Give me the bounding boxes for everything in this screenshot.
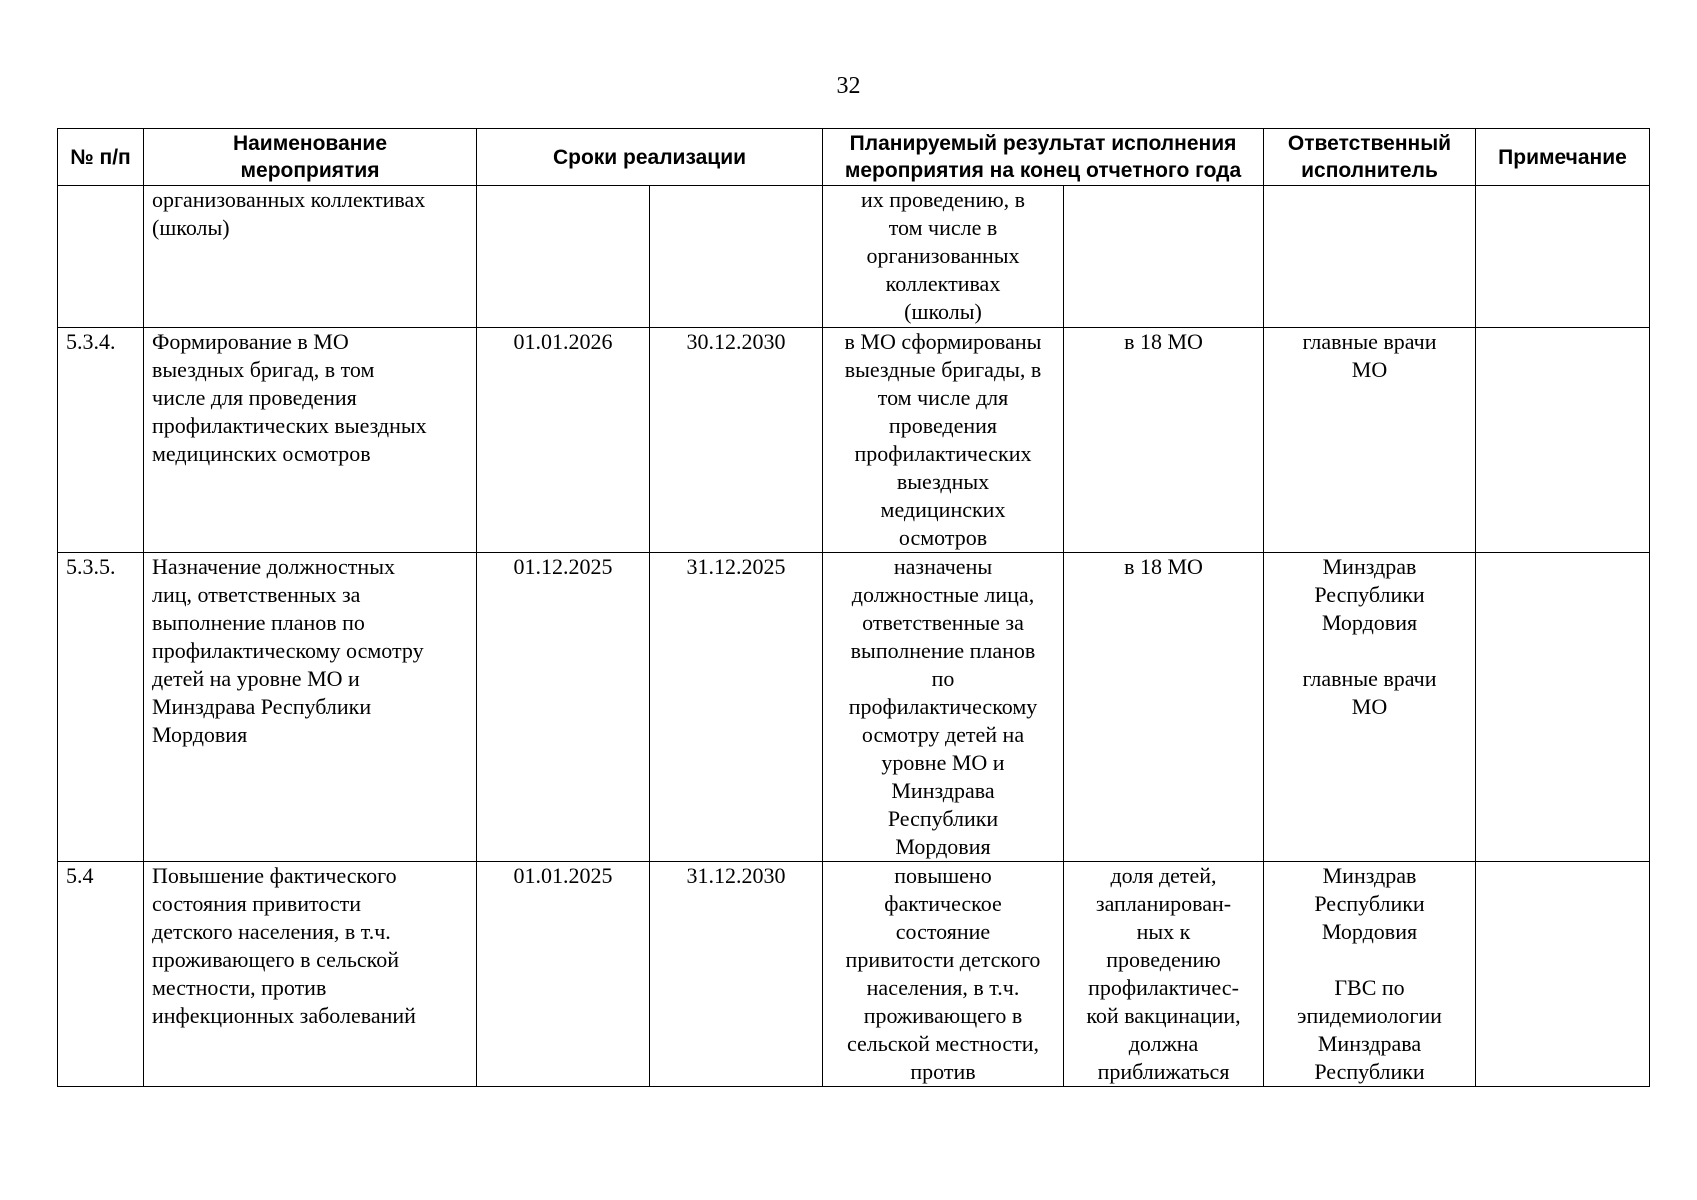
cell-start-date	[477, 186, 650, 328]
cell-responsible: главные врачи МО	[1264, 328, 1476, 553]
cell-num: 5.4	[58, 862, 144, 1087]
header-name: Наименование мероприятия	[144, 129, 477, 186]
cell-end-date: 30.12.2030	[650, 328, 823, 553]
header-result: Планируемый результат исполнения мероприятия на конец отчетного года	[823, 129, 1264, 186]
cell-indicator: в 18 МО	[1064, 328, 1264, 553]
cell-start-date: 01.12.2025	[477, 553, 650, 862]
table-row	[58, 186, 1650, 328]
cell-num: 5.3.4.	[58, 328, 144, 553]
header-responsible: Ответственный исполнитель	[1264, 129, 1476, 186]
header-num: № п/п	[58, 129, 144, 186]
cell-note	[1476, 328, 1650, 553]
header-terms: Сроки реализации	[477, 129, 823, 186]
cell-name: Формирование в МО выездных бригад, в том числе для проведения профилактических выездных медицинских осмотров	[144, 328, 477, 553]
cell-responsible: Минздрав Республики Мордовия главные врачи МО	[1264, 553, 1476, 862]
cell-name: организованных коллективах (школы)	[144, 186, 477, 328]
table-row	[58, 862, 1650, 1087]
cell-indicator: в 18 МО	[1064, 553, 1264, 862]
cell-num: 5.3.5.	[58, 553, 144, 862]
table-row	[58, 553, 1650, 862]
cell-indicator	[1064, 186, 1264, 328]
page-number: 32	[836, 73, 861, 99]
cell-end-date	[650, 186, 823, 328]
cell-result: их проведению, в том числе в организованных коллективах (школы)	[823, 186, 1064, 328]
cell-result: повышено фактическое состояние привитости детского населения, в т.ч. проживающего в сельской местности, против	[823, 862, 1064, 1087]
cell-indicator: доля детей, запланирован- ных к проведению профилактичес- кой вакцинации, должна приближаться	[1064, 862, 1264, 1087]
cell-responsible	[1264, 186, 1476, 328]
cell-result: назначены должностные лица, ответственные за выполнение планов по профилактическому осмотру детей на уровне МО и Минздрава Республики Мордовия	[823, 553, 1064, 862]
cell-name: Назначение должностных лиц, ответственных за выполнение планов по профилактическому осмотру детей на уровне МО и Минздрава Республики Мордовия	[144, 553, 477, 862]
table-header-row	[58, 129, 1650, 186]
cell-note	[1476, 553, 1650, 862]
cell-result: в МО сформированы выездные бригады, в том числе для проведения профилактических выездных медицинских осмотров	[823, 328, 1064, 553]
table-row	[58, 328, 1650, 553]
cell-num	[58, 186, 144, 328]
cell-start-date: 01.01.2026	[477, 328, 650, 553]
cell-note	[1476, 186, 1650, 328]
cell-start-date: 01.01.2025	[477, 862, 650, 1087]
cell-end-date: 31.12.2025	[650, 553, 823, 862]
cell-end-date: 31.12.2030	[650, 862, 823, 1087]
header-note: Примечание	[1476, 129, 1650, 186]
cell-name: Повышение фактического состояния привитости детского населения, в т.ч. проживающего в сельской местности, против инфекционных заболеваний	[144, 862, 477, 1087]
action-plan-table	[57, 128, 1650, 1087]
cell-note	[1476, 862, 1650, 1087]
cell-responsible: Минздрав Республики Мордовия ГВС по эпидемиологии Минздрава Республики	[1264, 862, 1476, 1087]
